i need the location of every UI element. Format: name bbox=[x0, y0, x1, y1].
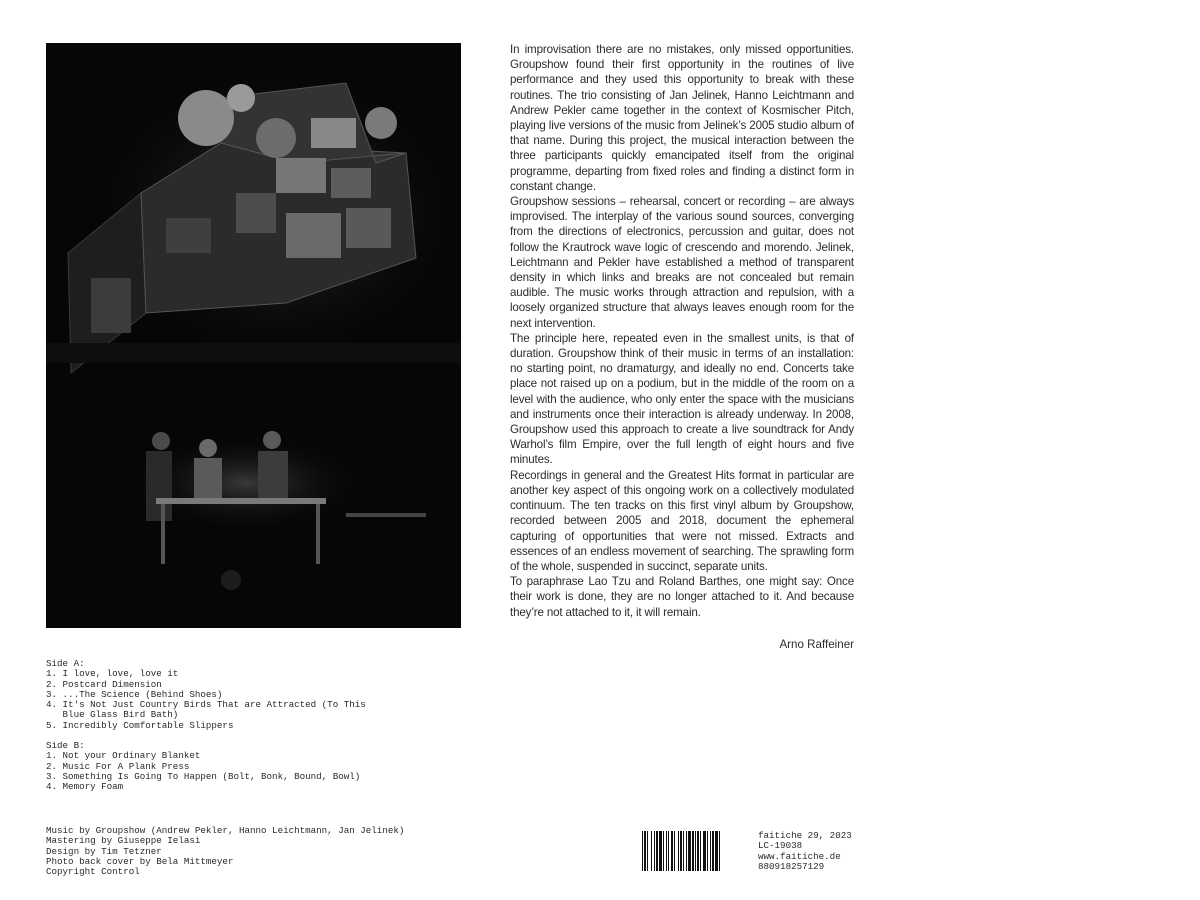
essay-paragraph: The principle here, repeated even in the smallest units, is that of duration. Groupshow think of their music in terms of an installation: no starting point, no dramaturgy, and ideally no end. Concerts take place not raised up on a podium, but in the middle of the room on a level with the audience, who only enter the space with the musicians and instruments once their interaction is already underway. In 2008, Groupshow used this approach to create a live soundtrack for Andy Warhol’s film Empire, over the full length of eight hours and five minutes. bbox=[510, 331, 854, 467]
website: www.faitiche.de bbox=[758, 850, 841, 862]
barcode-bar bbox=[680, 831, 682, 871]
track-item: 1. Not your Ordinary Blanket bbox=[46, 750, 201, 762]
barcode-bar bbox=[710, 831, 711, 871]
catalog-info bbox=[758, 831, 852, 872]
catalog-number: faitiche 29, 2023 bbox=[758, 830, 852, 841]
barcode-bar bbox=[654, 831, 655, 871]
essay-paragraph: In improvisation there are no mistakes, only missed opportunities. Groupshow found their first opportunity in the routines of live performance and they used this opportunity to break with these routines. The trio consisting of Jan Jelinek, Hanno Leichtmann and Andrew Pekler came together in the context of Kosmischer Pitch, playing live versions of the music from Jelinek’s 2005 studio album of that name. During this project, the musical interaction between the three participants quickly emancipated itself from the original programme, departing from fixed roles and finding a distinct form in constant change. bbox=[510, 43, 854, 193]
track-item: 3. Something Is Going To Happen (Bolt, Bonk, Bound, Bowl) bbox=[46, 770, 361, 782]
track-item: 1. I love, love, love it bbox=[46, 668, 179, 680]
barcode-bar bbox=[642, 831, 643, 871]
barcode-bar bbox=[700, 831, 701, 871]
track-item: 4. It's Not Just Country Birds That are Attracted (To This Blue Glass Bird Bath) bbox=[46, 699, 366, 721]
essay-paragraph: Recordings in general and the Greatest Hits format in particular are another key aspect of this ongoing work on a collectively modulated continuum. The ten tracks on this first vinyl album by Groupshow, recorded between 2005 and 2018, document the ephemeral capturing of opportunities that were not missed. Extracts and essences of an endless movement of searching. The sprawling form of the whole, suspended in succinct, separate units. bbox=[510, 468, 854, 573]
label-code: LC-19038 bbox=[758, 840, 803, 852]
track-item: 4. Memory Foam bbox=[46, 781, 124, 793]
side-a-heading: Side A: bbox=[46, 658, 85, 669]
barcode-bar bbox=[697, 831, 699, 871]
essay-paragraph: To paraphrase Lao Tzu and Roland Barthes, one might say: Once their work is done, they are no longer attached to it. And because they’re not attached to it, it will remain. bbox=[510, 575, 854, 619]
barcode-icon bbox=[641, 831, 753, 871]
barcode-bar bbox=[719, 831, 720, 871]
credit-line: Design by Tim Tetzner bbox=[46, 845, 162, 857]
ean-code: 880918257129 bbox=[758, 860, 825, 872]
stage-photo-icon bbox=[46, 43, 461, 628]
track-item: 2. Music For A Plank Press bbox=[46, 760, 190, 772]
barcode-bar bbox=[659, 831, 662, 871]
barcode-bar bbox=[666, 831, 667, 871]
barcode-bar bbox=[656, 831, 658, 871]
essay-paragraph: Groupshow sessions – rehearsal, concert or recording – are always improvised. The interplay of the various sound sources, converging from the directions of electronics, percussion and guitar, does not follow the Krautrock wave logic of crescendo and morendo. Jelinek, Leichtmann and Pekler have established a method of transparent density in which links and breaks are not concealed but remain audible. The music works through attraction and repulsion, with a loosely organized structure that always leaves enough room for the next intervention. bbox=[510, 195, 854, 330]
credit-line: Music by Groupshow (Andrew Pekler, Hanno Leichtmann, Jan Jelinek) bbox=[46, 825, 405, 836]
stage-photo bbox=[46, 43, 461, 628]
side-a-tracklist bbox=[46, 659, 366, 731]
track-item: 5. Incredibly Comfortable Slippers bbox=[46, 719, 234, 731]
credit-line: Copyright Control bbox=[46, 866, 140, 878]
barcode-bar bbox=[651, 831, 652, 871]
barcode-bar bbox=[668, 831, 669, 871]
liner-notes-essay bbox=[510, 42, 854, 620]
barcode-bar bbox=[663, 831, 664, 871]
barcode-bar bbox=[647, 831, 648, 871]
barcode-bar bbox=[674, 831, 675, 871]
barcode-bar bbox=[671, 831, 673, 871]
barcode-bar bbox=[692, 831, 694, 871]
essay-author: Arno Raffeiner bbox=[779, 638, 854, 651]
barcode-bar bbox=[678, 831, 679, 871]
barcode-bar bbox=[715, 831, 718, 871]
barcode-bar bbox=[686, 831, 687, 871]
barcode-bar bbox=[712, 831, 714, 871]
barcode-bar bbox=[688, 831, 691, 871]
credit-line: Photo back cover by Bela Mittmeyer bbox=[46, 855, 234, 867]
barcode-bar bbox=[683, 831, 684, 871]
barcode-bar bbox=[695, 831, 696, 871]
side-b-heading: Side B: bbox=[46, 740, 85, 751]
credit-line: Mastering by Giuseppe Ielasi bbox=[46, 835, 201, 847]
barcode-bar bbox=[703, 831, 706, 871]
credits bbox=[46, 826, 404, 877]
barcode-bar bbox=[644, 831, 646, 871]
side-b-tracklist bbox=[46, 741, 360, 792]
barcode-bar bbox=[707, 831, 708, 871]
track-item: 2. Postcard Dimension bbox=[46, 678, 162, 690]
track-item: 3. ...The Science (Behind Shoes) bbox=[46, 688, 223, 700]
